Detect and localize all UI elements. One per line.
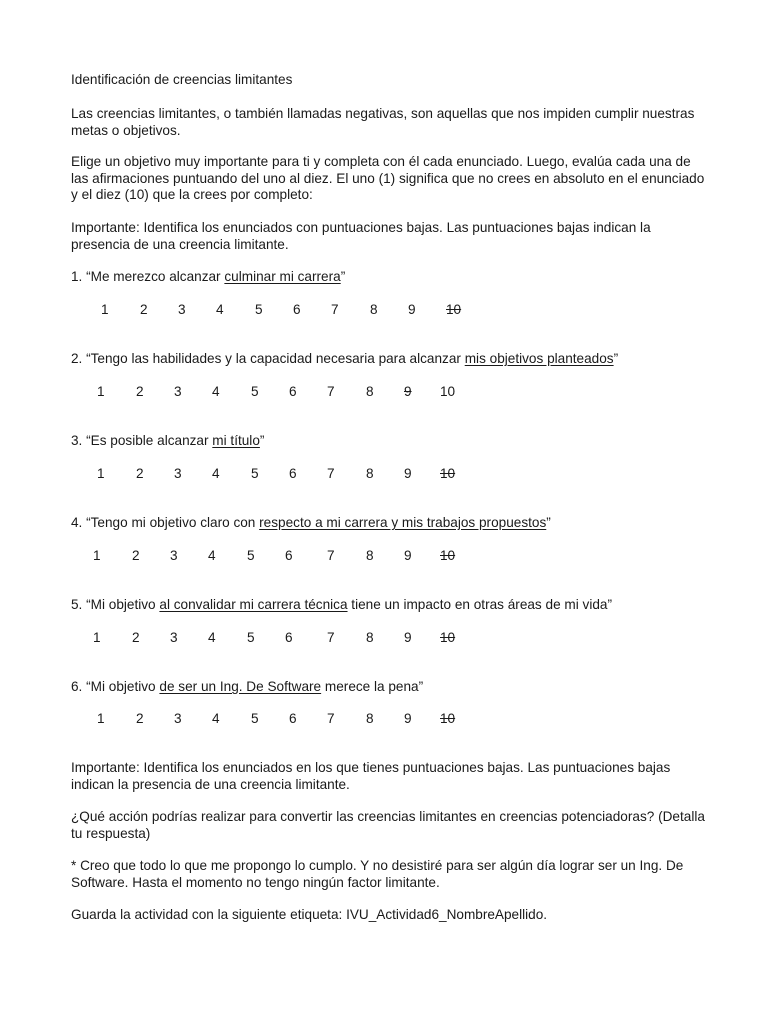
- scale-option[interactable]: 3: [170, 548, 178, 563]
- scale-option[interactable]: 8: [366, 711, 374, 726]
- scale-option[interactable]: 1: [97, 384, 105, 399]
- scale-option[interactable]: 5: [251, 384, 259, 399]
- scale-option[interactable]: 7: [327, 384, 335, 399]
- question-suffix: merece la pena”: [321, 679, 424, 694]
- question-6-scale: [71, 711, 711, 729]
- document-title: Identificación de creencias limitantes: [71, 72, 293, 87]
- scale-option[interactable]: 1: [97, 711, 105, 726]
- save-instruction: Guarda la actividad con la siguiente etiqueta: IVU_Actividad6_NombreApellido.: [71, 907, 548, 922]
- question-suffix: ”: [613, 351, 619, 366]
- scale-option[interactable]: 6: [285, 630, 293, 645]
- scale-option[interactable]: 7: [331, 302, 339, 317]
- question-1-statement: [71, 269, 345, 286]
- scale-option[interactable]: 4: [216, 302, 224, 317]
- question-4-statement: [71, 515, 551, 532]
- question-suffix: ”: [340, 269, 346, 284]
- scale-option[interactable]: 7: [327, 466, 335, 481]
- scale-option[interactable]: 2: [136, 384, 144, 399]
- scale-option[interactable]: 9: [404, 548, 412, 563]
- action-question: ¿Qué acción podrías realizar para convertir las creencias limitantes en creencias potenciadoras? (Detalla tu respuesta): [71, 809, 705, 841]
- scale-option[interactable]: 9: [404, 711, 412, 726]
- scale-option[interactable]: 2: [136, 466, 144, 481]
- scale-option[interactable]: 3: [174, 466, 182, 481]
- question-1-scale: [71, 302, 711, 320]
- scale-option[interactable]: 4: [212, 466, 220, 481]
- question-prefix: 5. “Mi objetivo: [71, 597, 160, 612]
- scale-option[interactable]: 10: [446, 302, 462, 317]
- question-answer: de ser un Ing. De Software: [159, 679, 322, 694]
- important-note-1: Importante: Identifica los enunciados con puntuaciones bajas. Las puntuaciones bajas indican la presencia de una creencia limitante.: [71, 220, 651, 252]
- scale-option[interactable]: 5: [247, 630, 255, 645]
- scale-option[interactable]: 10: [440, 548, 456, 563]
- scale-option[interactable]: 5: [247, 548, 255, 563]
- scale-option[interactable]: 5: [255, 302, 263, 317]
- scale-option[interactable]: 3: [170, 630, 178, 645]
- question-answer: respecto a mi carrera y mis trabajos propuestos: [259, 515, 547, 530]
- question-prefix: 6. “Mi objetivo: [71, 679, 160, 694]
- scale-option[interactable]: 1: [93, 548, 101, 563]
- scale-option[interactable]: 10: [440, 384, 456, 399]
- scale-option[interactable]: 6: [289, 711, 297, 726]
- scale-option[interactable]: 9: [408, 302, 416, 317]
- scale-option[interactable]: 10: [440, 466, 456, 481]
- question-2-statement: [71, 351, 618, 368]
- intro-paragraph: Las creencias limitantes, o también llamadas negativas, son aquellas que nos impiden cumplir nuestras metas o objetivos.: [71, 106, 695, 138]
- question-suffix: tiene un impacto en otras áreas de mi vida”: [347, 597, 612, 612]
- question-2-scale: [71, 384, 711, 402]
- scale-option[interactable]: 7: [327, 711, 335, 726]
- scale-option[interactable]: 4: [212, 711, 220, 726]
- question-prefix: 1. “Me merezco alcanzar: [71, 269, 225, 284]
- question-suffix: ”: [259, 433, 265, 448]
- scale-option[interactable]: 1: [93, 630, 101, 645]
- scale-option[interactable]: 4: [208, 548, 216, 563]
- scale-option[interactable]: 8: [366, 548, 374, 563]
- scale-option[interactable]: 4: [208, 630, 216, 645]
- scale-option[interactable]: 2: [140, 302, 148, 317]
- question-prefix: 4. “Tengo mi objetivo claro con: [71, 515, 260, 530]
- scale-option[interactable]: 5: [251, 711, 259, 726]
- question-answer: al convalidar mi carrera técnica: [159, 597, 348, 612]
- question-5-statement: [71, 597, 612, 614]
- scale-option[interactable]: 10: [440, 711, 456, 726]
- question-3-statement: [71, 433, 264, 450]
- scale-option[interactable]: 3: [174, 711, 182, 726]
- question-answer: mis objetivos planteados: [464, 351, 614, 366]
- scale-option[interactable]: 8: [370, 302, 378, 317]
- question-answer: mi título: [212, 433, 260, 448]
- question-answer: culminar mi carrera: [224, 269, 341, 284]
- scale-option[interactable]: 6: [293, 302, 301, 317]
- important-note-2: Importante: Identifica los enunciados en los que tienes puntuaciones bajas. Las puntuaciones bajas indican la presencia de una creencia limitante.: [71, 760, 671, 792]
- scale-option[interactable]: 6: [289, 466, 297, 481]
- scale-option[interactable]: 2: [132, 548, 140, 563]
- scale-option[interactable]: 7: [327, 630, 335, 645]
- question-prefix: 2. “Tengo las habilidades y la capacidad necesaria para alcanzar: [71, 351, 465, 366]
- question-3-scale: [71, 466, 711, 484]
- scale-option[interactable]: 8: [366, 630, 374, 645]
- scale-option[interactable]: 9: [404, 630, 412, 645]
- scale-option[interactable]: 5: [251, 466, 259, 481]
- question-6-statement: [71, 679, 423, 696]
- scale-option[interactable]: 2: [136, 711, 144, 726]
- scale-option[interactable]: 6: [285, 548, 293, 563]
- scale-option[interactable]: 8: [366, 466, 374, 481]
- scale-option[interactable]: 8: [366, 384, 374, 399]
- scale-option[interactable]: 1: [101, 302, 109, 317]
- question-5-scale: [71, 630, 711, 648]
- scale-option[interactable]: 3: [178, 302, 186, 317]
- scale-option[interactable]: 1: [97, 466, 105, 481]
- scale-option[interactable]: 7: [327, 548, 335, 563]
- scale-option[interactable]: 9: [404, 384, 412, 399]
- question-suffix: ”: [546, 515, 551, 530]
- question-4-scale: [71, 548, 711, 566]
- instructions-paragraph: Elige un objetivo muy importante para ti y completa con él cada enunciado. Luego, evalúa cada una de las afirmaciones puntuando del uno al diez. El uno (1) significa que no crees en absoluto en el enunciado y el diez (10) que la crees por completo:: [71, 154, 705, 202]
- question-prefix: 3. “Es posible alcanzar: [71, 433, 213, 448]
- scale-option[interactable]: 9: [404, 466, 412, 481]
- scale-option[interactable]: 10: [440, 630, 456, 645]
- scale-option[interactable]: 4: [212, 384, 220, 399]
- scale-option[interactable]: 2: [132, 630, 140, 645]
- scale-option[interactable]: 6: [289, 384, 297, 399]
- scale-option[interactable]: 3: [174, 384, 182, 399]
- answer-paragraph: * Creo que todo lo que me propongo lo cumplo. Y no desistiré para ser algún día lograr ser un Ing. De Software. Hasta el momento no tengo ningún factor limitante.: [71, 858, 684, 890]
